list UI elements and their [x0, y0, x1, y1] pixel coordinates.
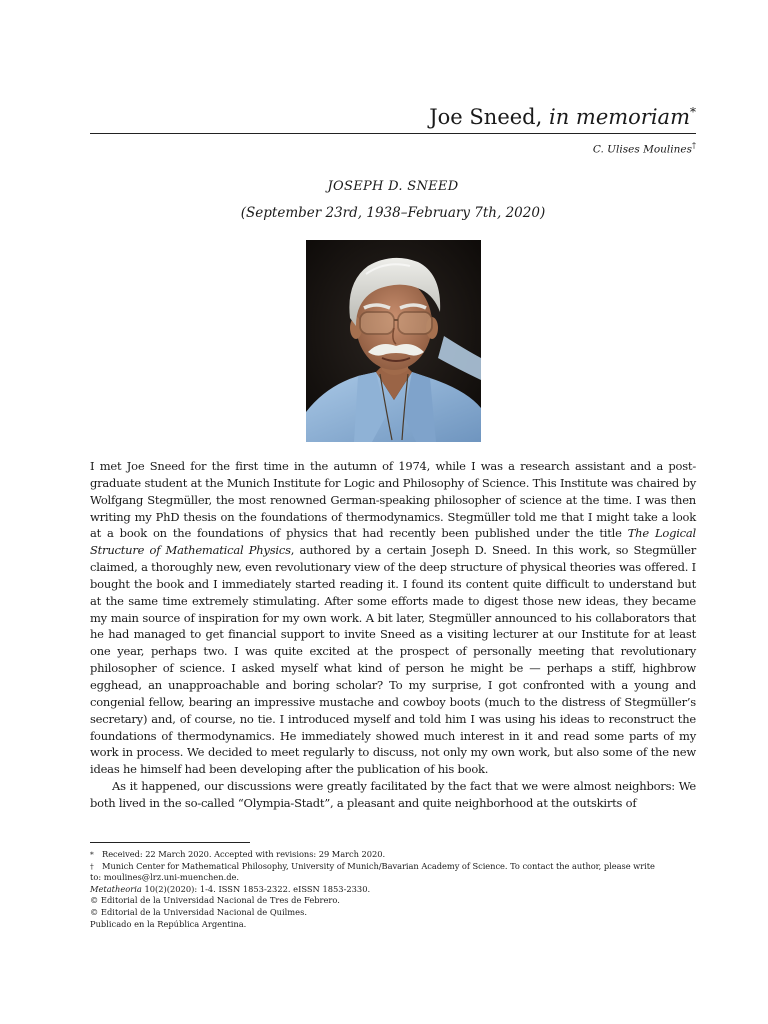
subject-dates: (September 23rd, 1938–February 7th, 2020) — [240, 205, 546, 221]
author-line — [593, 141, 696, 156]
journal-name: Metatheoria — [90, 883, 142, 894]
article-body — [90, 458, 696, 812]
copyright-line-1: © Editorial de la Universidad Nacional de Tres de Febrero. — [90, 895, 340, 906]
footnote-affiliation-contact[interactable] — [90, 872, 696, 884]
book-title: The Logical Structure of Mathematical Physics — [90, 526, 696, 558]
title-footnote-mark[interactable]: * — [690, 105, 696, 119]
body-paragraph-1 — [90, 458, 696, 778]
published-line: Publicado en la República Argentina. — [90, 918, 247, 929]
title-rule — [90, 133, 696, 134]
footnote-received-text: Received: 22 March 2020. Accepted with revisions: 29 March 2020. — [102, 849, 386, 859]
footnote-received — [90, 849, 696, 861]
footnote-rule — [90, 842, 250, 843]
contact-email[interactable]: to: moulines@lrz.uni-muenchen.de. — [90, 872, 240, 883]
portrait-photo — [306, 240, 481, 442]
footnote-mark-star: * — [90, 850, 94, 859]
article-title — [429, 104, 696, 130]
paragraph-1-text-a: I met Joe Sneed for the first time in the autumn of 1974, while I was a research assistant and a post-graduate student at the Munich Institute for Logic and Philosophy of Science. This Institute was chaired by Wolfgang Stegmüller, the most renowned German-speaking philosopher of science at the time. I was then writing my PhD thesis on the foundations of thermodynamics. Stegmüller told me that I might take a look at a book on the foundations of physics that had recently been published under the title — [90, 459, 696, 541]
journal-details: 10(2)(2020): 1-4. ISSN 1853-2322. eISSN 1853-2330. — [141, 883, 371, 894]
author-footnote-mark[interactable]: † — [692, 141, 696, 150]
footnote-affiliation-text: Munich Center for Mathematical Philosophy, University of Munich/Bavarian Academy of Science. To contact the author, please write — [102, 860, 655, 871]
copyright-line-2: © Editorial de la Universidad Nacional de Quilmes. — [90, 906, 307, 917]
footnote-affiliation — [90, 861, 696, 873]
footnote-mark-dagger: † — [90, 861, 94, 871]
footnotes — [90, 849, 696, 930]
title-main: Joe Sneed, — [429, 105, 549, 129]
author-name: C. Ulises Moulines — [592, 143, 692, 156]
paragraph-1-text-b: , authored by a certain Joseph D. Sneed. In this work, so Stegmüller claimed, a thoroughly new, even revolutionary view of the deep structure of physical theories was offered. I bought the book and I immediately started reading it. I found its content quite difficult to understand but at the same time extremely stimulating. After some efforts made to digest those new ideas, they became my main source of inspiration for my own work. A bit later, Stegmüller announced to his collaborators that he had managed to get financial support to invite Sneed as a visiting lecturer at our Institute for at least one year, perhaps two. I was quite excited at the prospect of personally meeting that revolutionary philosopher of science. I asked myself what kind of person he might be — perhaps a stiff, highbrow egghead, an unapproachable and boring scholar? To my surprise, I got confronted with a young and congenial fellow, bearing an impressive mustache and cowboy boots (much to the distress of Stegmüller’s secretary) and, of course, no tie. I introduced myself and told him I was using his ideas to reconstruct the foundations of thermodynamics. He immediately showed much interest in it and read some parts of my work in process. We decided to meet regularly to discuss, not only my own work, but also some of the new ideas he himself had been developing after the publication of his book. — [90, 543, 696, 777]
title-italic: in memoriam — [548, 105, 690, 129]
journal-citation — [90, 884, 696, 896]
body-paragraph-2: As it happened, our discussions were greatly facilitated by the fact that we were almost neighbors: We both lived in the so-called “Olympia-Stadt”, a pleasant and quite neighborhood at the outskirts of — [90, 779, 696, 810]
subject-name: JOSEPH D. SNEED — [327, 179, 459, 194]
